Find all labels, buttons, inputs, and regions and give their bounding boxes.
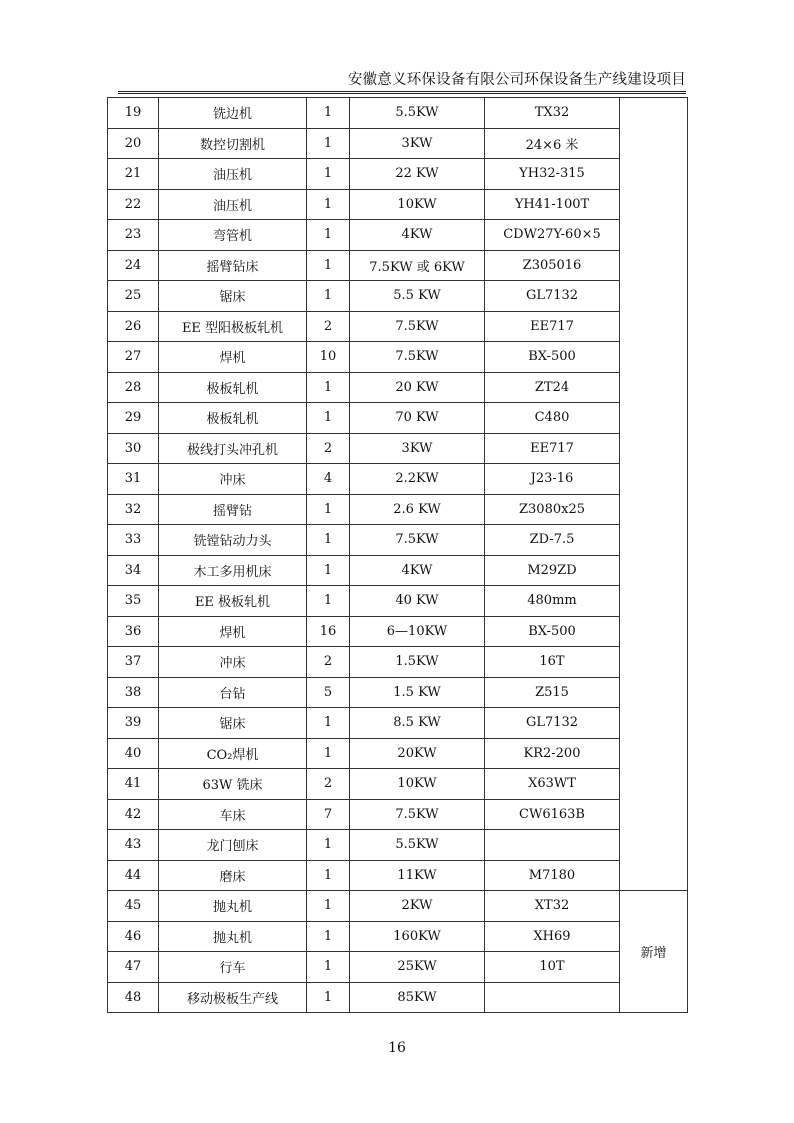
model-cell: 480mm [485,586,620,617]
table-row [108,738,688,769]
power-cell: 85KW [350,982,485,1013]
table-row [108,311,688,342]
power-cell: 70 KW [350,403,485,434]
row-number-cell: 35 [108,586,159,617]
power-cell: 5.5 KW [350,281,485,312]
page-number: 16 [388,1040,406,1056]
row-number-cell: 28 [108,372,159,403]
quantity-cell: 1 [307,982,350,1013]
equipment-name-cell: 抛丸机 [159,891,307,922]
power-cell: 8.5 KW [350,708,485,739]
table-row [108,769,688,800]
power-cell: 40 KW [350,586,485,617]
equipment-name-cell: 63W 铣床 [159,769,307,800]
equipment-name-cell: CO₂焊机 [159,738,307,769]
row-number-cell: 25 [108,281,159,312]
row-number-cell: 22 [108,189,159,220]
table-row [108,921,688,952]
power-cell: 7.5KW [350,311,485,342]
table-row [108,525,688,556]
model-cell: Z305016 [485,250,620,281]
power-cell: 20KW [350,738,485,769]
table-row [108,342,688,373]
model-cell: Z515 [485,677,620,708]
quantity-cell: 1 [307,281,350,312]
power-cell: 3KW [350,433,485,464]
table-row [108,586,688,617]
row-number-cell: 24 [108,250,159,281]
table-row [108,952,688,983]
power-cell: 20 KW [350,372,485,403]
table-row [108,281,688,312]
equipment-name-cell: 焊机 [159,616,307,647]
equipment-name-cell: 台钻 [159,677,307,708]
row-number-cell: 39 [108,708,159,739]
power-cell: 22 KW [350,159,485,190]
power-cell: 25KW [350,952,485,983]
equipment-name-cell: 油压机 [159,159,307,190]
quantity-cell: 1 [307,555,350,586]
model-cell: YH32-315 [485,159,620,190]
quantity-cell: 7 [307,799,350,830]
model-cell: BX-500 [485,616,620,647]
model-cell: GL7132 [485,708,620,739]
equipment-name-cell: 焊机 [159,342,307,373]
row-number-cell: 32 [108,494,159,525]
model-cell: CDW27Y-60×5 [485,220,620,251]
model-cell: 16T [485,647,620,678]
row-number-cell: 23 [108,220,159,251]
quantity-cell: 16 [307,616,350,647]
model-cell: 24×6 米 [485,128,620,159]
quantity-cell: 4 [307,464,350,495]
row-number-cell: 29 [108,403,159,434]
row-number-cell: 43 [108,830,159,861]
table-row [108,677,688,708]
power-cell: 7.5KW [350,799,485,830]
quantity-cell: 1 [307,586,350,617]
equipment-table [107,97,688,1013]
model-cell: M29ZD [485,555,620,586]
row-number-cell: 30 [108,433,159,464]
model-cell: J23-16 [485,464,620,495]
quantity-cell: 1 [307,830,350,861]
table-row [108,189,688,220]
quantity-cell: 1 [307,494,350,525]
header-divider [118,93,686,94]
equipment-name-cell: 弯管机 [159,220,307,251]
equipment-name-cell: 车床 [159,799,307,830]
power-cell: 1.5KW [350,647,485,678]
equipment-name-cell: 极板轧机 [159,403,307,434]
row-number-cell: 19 [108,98,159,129]
quantity-cell: 1 [307,952,350,983]
table-row [108,616,688,647]
equipment-name-cell: 油压机 [159,189,307,220]
model-cell: XH69 [485,921,620,952]
model-cell: BX-500 [485,342,620,373]
power-cell: 4KW [350,555,485,586]
table-row [108,433,688,464]
power-cell: 1.5 KW [350,677,485,708]
model-cell: TX32 [485,98,620,129]
model-cell: XT32 [485,891,620,922]
power-cell: 2KW [350,891,485,922]
equipment-name-cell: EE 型阳极板轧机 [159,311,307,342]
row-number-cell: 40 [108,738,159,769]
row-number-cell: 31 [108,464,159,495]
model-cell [485,982,620,1013]
quantity-cell: 1 [307,708,350,739]
model-cell: KR2-200 [485,738,620,769]
power-cell: 5.5KW [350,98,485,129]
model-cell: X63WT [485,769,620,800]
equipment-name-cell: 铣镗钻动力头 [159,525,307,556]
row-number-cell: 44 [108,860,159,891]
row-number-cell: 46 [108,921,159,952]
table-row [108,555,688,586]
model-cell: ZT24 [485,372,620,403]
row-number-cell: 47 [108,952,159,983]
equipment-name-cell: 锯床 [159,708,307,739]
model-cell: EE717 [485,433,620,464]
quantity-cell: 2 [307,647,350,678]
model-cell: C480 [485,403,620,434]
equipment-name-cell: 木工多用机床 [159,555,307,586]
equipment-name-cell: 龙门刨床 [159,830,307,861]
equipment-name-cell: 抛丸机 [159,921,307,952]
equipment-name-cell: 冲床 [159,647,307,678]
power-cell: 5.5KW [350,830,485,861]
row-number-cell: 36 [108,616,159,647]
equipment-name-cell: 移动极板生产线 [159,982,307,1013]
model-cell [485,830,620,861]
quantity-cell: 1 [307,189,350,220]
row-number-cell: 21 [108,159,159,190]
model-cell: EE717 [485,311,620,342]
power-cell: 6—10KW [350,616,485,647]
table-row [108,220,688,251]
quantity-cell: 1 [307,372,350,403]
quantity-cell: 2 [307,311,350,342]
quantity-cell: 1 [307,220,350,251]
equipment-name-cell: 数控切割机 [159,128,307,159]
power-cell: 2.6 KW [350,494,485,525]
equipment-name-cell: 冲床 [159,464,307,495]
table-row [108,464,688,495]
table-row [108,159,688,190]
table-row [108,891,688,922]
quantity-cell: 1 [307,159,350,190]
row-number-cell: 26 [108,311,159,342]
equipment-name-cell: 锯床 [159,281,307,312]
page-header: 安徽意义环保设备有限公司环保设备生产线建设项目 [118,68,686,92]
model-cell: M7180 [485,860,620,891]
table-row [108,708,688,739]
equipment-name-cell: 极线打头冲孔机 [159,433,307,464]
row-number-cell: 45 [108,891,159,922]
quantity-cell: 1 [307,403,350,434]
row-number-cell: 27 [108,342,159,373]
table-row [108,250,688,281]
table-row [108,830,688,861]
model-cell: ZD-7.5 [485,525,620,556]
table-row [108,799,688,830]
quantity-cell: 1 [307,738,350,769]
model-cell: 10T [485,952,620,983]
equipment-name-cell: 摇臂钻 [159,494,307,525]
model-cell: Z3080x25 [485,494,620,525]
row-number-cell: 37 [108,647,159,678]
power-cell: 7.5KW 或 6KW [350,250,485,281]
row-number-cell: 20 [108,128,159,159]
power-cell: 2.2KW [350,464,485,495]
power-cell: 10KW [350,769,485,800]
equipment-table-body [108,98,688,1013]
row-number-cell: 38 [108,677,159,708]
power-cell: 7.5KW [350,342,485,373]
row-number-cell: 42 [108,799,159,830]
table-row [108,372,688,403]
quantity-cell: 1 [307,891,350,922]
quantity-cell: 1 [307,128,350,159]
power-cell: 10KW [350,189,485,220]
power-cell: 7.5KW [350,525,485,556]
quantity-cell: 1 [307,860,350,891]
row-number-cell: 41 [108,769,159,800]
quantity-cell: 1 [307,921,350,952]
row-number-cell: 33 [108,525,159,556]
equipment-name-cell: 铣边机 [159,98,307,129]
quantity-cell: 2 [307,769,350,800]
power-cell: 3KW [350,128,485,159]
table-row [108,98,688,129]
equipment-name-cell: EE 极板轧机 [159,586,307,617]
quantity-cell: 10 [307,342,350,373]
model-cell: CW6163B [485,799,620,830]
equipment-name-cell: 极板轧机 [159,372,307,403]
quantity-cell: 5 [307,677,350,708]
quantity-cell: 1 [307,525,350,556]
table-row [108,982,688,1013]
equipment-name-cell: 行车 [159,952,307,983]
table-row [108,860,688,891]
table-row [108,128,688,159]
model-cell: YH41-100T [485,189,620,220]
quantity-cell: 2 [307,433,350,464]
power-cell: 11KW [350,860,485,891]
equipment-name-cell: 磨床 [159,860,307,891]
equipment-name-cell: 摇臂钻床 [159,250,307,281]
table-row [108,647,688,678]
power-cell: 160KW [350,921,485,952]
remark-cell-empty [620,98,688,891]
table-row [108,494,688,525]
model-cell: GL7132 [485,281,620,312]
table-row [108,403,688,434]
quantity-cell: 1 [307,250,350,281]
remark-cell-new: 新增 [620,891,688,1013]
quantity-cell: 1 [307,98,350,129]
power-cell: 4KW [350,220,485,251]
row-number-cell: 34 [108,555,159,586]
row-number-cell: 48 [108,982,159,1013]
